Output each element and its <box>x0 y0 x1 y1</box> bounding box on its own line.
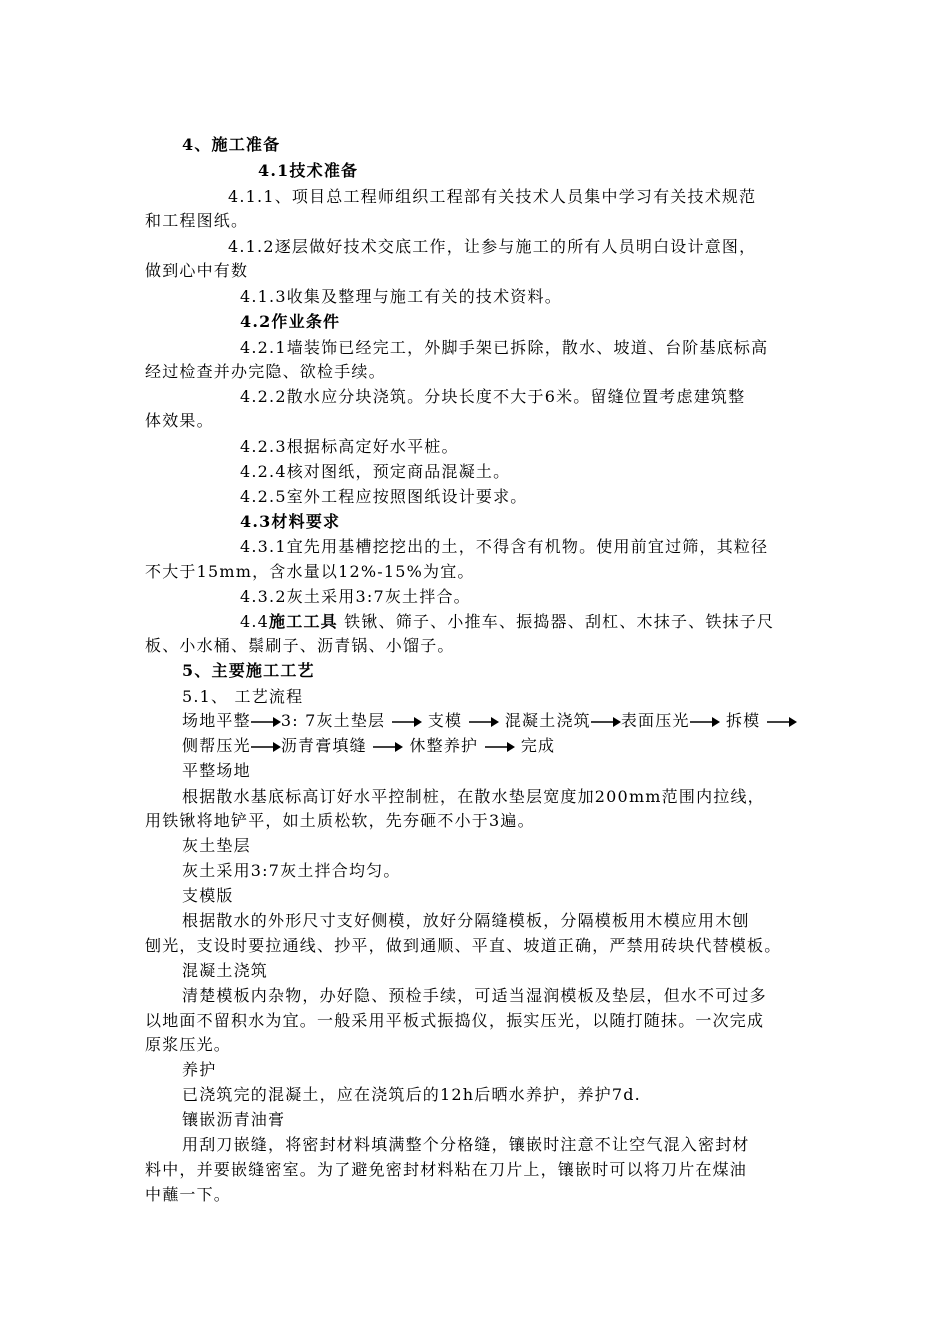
tools-list: 铁锹、筛子、小推车、振捣器、刮杠、木抹子、铁抹子尺 <box>337 612 775 631</box>
heading-4-2: 4.2作业条件 <box>240 312 341 331</box>
subheading: 混凝土浇筑 <box>182 961 269 980</box>
arrow-right-icon <box>392 716 422 728</box>
arrow-right-icon <box>690 716 720 728</box>
tools-heading: 施工工具 <box>269 612 338 631</box>
para-line: 中蘸一下。 <box>145 1185 232 1204</box>
para-line: 原浆压光。 <box>145 1035 232 1054</box>
flow-step: 支模 <box>427 711 463 730</box>
tools-number: 4.4 <box>240 612 270 631</box>
arrow-right-icon <box>485 741 515 753</box>
arrow-right-icon <box>591 716 621 728</box>
process-flow-row-2 <box>182 735 555 757</box>
para-line: 以地面不留积水为宜。一般采用平板式振捣仪，振实压光，以随打随抹。一次完成 <box>145 1011 765 1030</box>
para-line: 清楚模板内杂物，办好隐、预检手续，可适当湿润模板及垫层，但水不可过多 <box>182 986 767 1005</box>
subheading: 养护 <box>182 1060 217 1079</box>
flow-step: 拆模 <box>725 711 761 730</box>
heading-5: 5、主要施工工艺 <box>182 661 315 680</box>
arrow-right-icon <box>469 716 499 728</box>
arrow-right-icon <box>373 741 403 753</box>
arrow-right-icon <box>767 716 797 728</box>
para-line: 4.1.2逐层做好技术交底工作，让参与施工的所有人员明白设计意图， <box>228 237 757 256</box>
flow-step: 3: 7灰土垫层 <box>280 711 386 730</box>
para-line: 已浇筑完的混凝土，应在浇筑后的12h后晒水养护，养护7d. <box>182 1085 641 1104</box>
heading-4-1: 4.1技术准备 <box>258 161 359 180</box>
subheading: 灰土垫层 <box>182 836 251 855</box>
heading-4: 4、施工准备 <box>182 135 281 154</box>
para-line: 4.2.3根据标高定好水平桩。 <box>240 437 459 456</box>
para-line: 灰土采用3:7灰土拌合均匀。 <box>182 861 401 880</box>
flow-step: 沥青膏填缝 <box>280 736 367 755</box>
para-line: 4.2.4核对图纸，预定商品混凝土。 <box>240 462 511 481</box>
heading-5-1: 5.1、 工艺流程 <box>182 687 304 706</box>
para-line: 4.1.3收集及整理与施工有关的技术资料。 <box>240 287 562 306</box>
flow-step: 表面压光 <box>620 711 690 730</box>
para-line: 体效果。 <box>145 411 214 430</box>
para-line-tools <box>240 611 774 633</box>
para-line: 根据散水的外形尺寸支好侧模，放好分隔缝模板，分隔模板用木模应用木刨 <box>182 911 750 930</box>
heading-4-3: 4.3材料要求 <box>240 512 341 531</box>
subheading: 镶嵌沥青油膏 <box>182 1110 286 1129</box>
process-flow-row-1 <box>182 710 797 732</box>
para-line: 4.2.5室外工程应按照图纸设计要求。 <box>240 487 528 506</box>
para-line: 根据散水基底标高订好水平控制桩，在散水垫层宽度加200mm范围内拉线， <box>182 787 765 806</box>
flow-step: 场地平整 <box>182 711 251 730</box>
para-line: 和工程图纸。 <box>145 211 249 230</box>
para-line: 不大于15mm，含水量以12%-15%为宜。 <box>145 562 475 581</box>
flow-step: 侧帮压光 <box>182 736 251 755</box>
para-line: 用铁锹将地铲平，如土质松软，先夯砸不小于3遍。 <box>145 811 535 830</box>
para-line: 4.3.1宜先用基槽挖挖出的土，不得含有机物。使用前宜过筛，其粒径 <box>240 537 769 556</box>
subheading: 平整场地 <box>182 761 251 780</box>
para-line: 4.1.1、项目总工程师组织工程部有关技术人员集中学习有关技术规范 <box>228 187 757 206</box>
para-line: 做到心中有数 <box>145 261 249 280</box>
subheading: 支模版 <box>182 886 234 905</box>
para-line: 料中，并要嵌缝密室。为了避免密封材料粘在刀片上，镶嵌时可以将刀片在煤油 <box>145 1160 748 1179</box>
para-line: 4.2.2散水应分块浇筑。分块长度不大于6米。留缝位置考虑建筑整 <box>240 387 746 406</box>
para-line: 经过检查并办完隐、欲检手续。 <box>145 362 386 381</box>
para-line: 4.3.2灰土采用3:7灰土拌合。 <box>240 587 471 606</box>
flow-step: 混凝土浇筑 <box>504 711 591 730</box>
para-line: 板、小水桶、鬃刷子、沥青锅、小馏子。 <box>145 636 455 655</box>
flow-step: 休整养护 <box>409 736 479 755</box>
arrow-right-icon <box>251 716 281 728</box>
arrow-right-icon <box>251 741 281 753</box>
para-line: 用刮刀嵌缝，将密封材料填满整个分格缝，镶嵌时注意不让空气混入密封材 <box>182 1135 750 1154</box>
para-line: 4.2.1墙装饰已经完工，外脚手架已拆除，散水、坡道、台阶基底标高 <box>240 338 769 357</box>
para-line: 刨光，支设时要拉通线、抄平，做到通顺、平直、坡道正确，严禁用砖块代替模板。 <box>145 936 782 955</box>
flow-step: 完成 <box>520 736 556 755</box>
